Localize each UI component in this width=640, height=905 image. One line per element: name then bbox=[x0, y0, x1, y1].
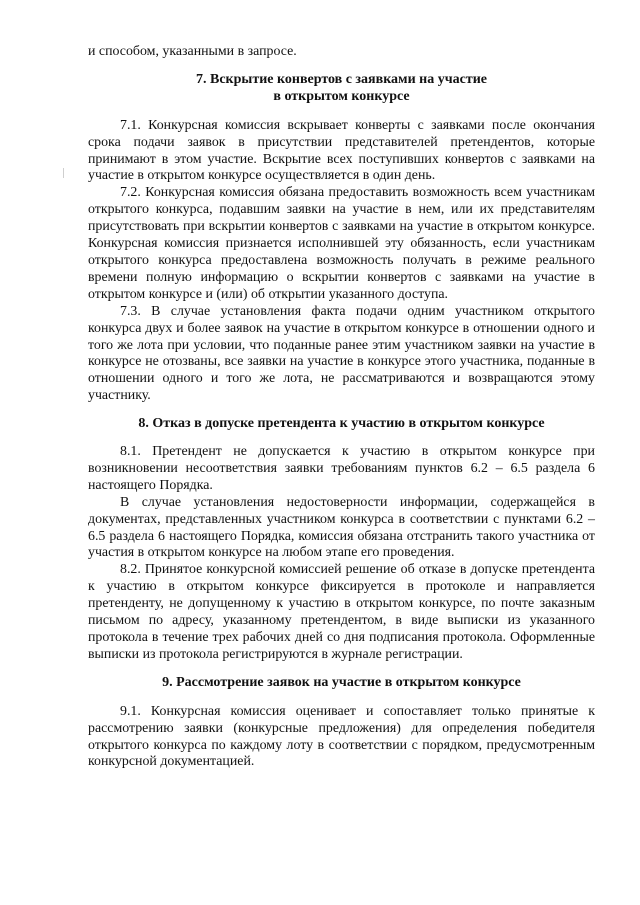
paragraph-7-3: 7.3. В случае установления факта подачи одним участником открытого конкурса двух и более заявок на участие в открытом конкурсе в отношении одного и того же лота при условии, что поданные ранее этим участником заявки на участие в конкурсе не отозваны, все заявки на участие в конкурсе этого участника, поданные в отношении одного и того же лота, не рассматриваются и возвращаются этому участнику. bbox=[88, 303, 595, 404]
margin-mark bbox=[63, 168, 64, 178]
document-page bbox=[88, 44, 595, 771]
paragraph-7-2: 7.2. Конкурсная комиссия обязана предоставить возможность всем участникам открытого конкурса, подавшим заявки на участие в нем, или их представителям присутствовать при вскрытии конвертов с заявками на участие в открытом конкурсе. Конкурсная комиссия признается исполнившей эту обязанность, если участникам открытого конкурса предоставлена возможность получать в режиме реального времени полную информацию о вскрытии конвертов с заявками на участие в открытом конкурсе и (или) об открытии указанного доступа. bbox=[88, 185, 595, 302]
section-9-heading: 9. Рассмотрение заявок на участие в открытом конкурсе bbox=[162, 674, 521, 690]
paragraph-8-1-continued: В случае установления недостоверности информации, содержащейся в документах, представленных участником конкурса в соответствии с пунктами 6.2 – 6.5 раздела 6 настоящего Порядка, комиссия обязана отстранить такого участника от участия в открытом конкурсе на любом этапе его проведения. bbox=[88, 494, 595, 561]
section-7-heading bbox=[88, 72, 595, 106]
paragraph-9-1: 9.1. Конкурсная комиссия оценивает и сопоставляет только принятые к рассмотрению заявки (конкурсные предложения) для определения победителя открытого конкурса по каждому лоту в соответствии с порядком, предусмотренным конкурсной документацией. bbox=[88, 703, 595, 770]
paragraph-8-1: 8.1. Претендент не допускается к участию в открытом конкурсе при возникновении несоответствия заявки требованиям пунктов 6.2 – 6.5 раздела 6 настоящего Порядка. bbox=[88, 444, 595, 493]
section-7-heading-line-1: 7. Вскрытие конвертов с заявками на участие bbox=[196, 71, 487, 87]
section-8-heading: 8. Отказ в допуске претендента к участию в открытом конкурсе bbox=[138, 416, 545, 432]
intro-text: и способом, указанными в запросе. bbox=[88, 44, 297, 59]
paragraph-7-1: 7.1. Конкурсная комиссия вскрывает конверты с заявками после окончания срока подачи заявок в присутствии представителей претендентов, которые принимают в этом участие. Вскрытие всех поступивших конвертов с заявками на участие в открытом конкурсе осуществляется в один день. bbox=[88, 117, 595, 184]
section-7-heading-line-2: в открытом конкурсе bbox=[273, 88, 410, 104]
paragraph-8-2: 8.2. Принятое конкурсной комиссией решение об отказе в допуске претендента к участию в открытом конкурсе фиксируется в протоколе и направляется претенденту, не допущенному к участию в открытом конкурсе, по почте заказным письмом по адресу, указанному претендентом, в виде выписки из указанного протокола в течение трех рабочих дней со дня подписания протокола. Оформленные выписки из протокола регистрируются в журнале регистрации. bbox=[88, 562, 595, 662]
